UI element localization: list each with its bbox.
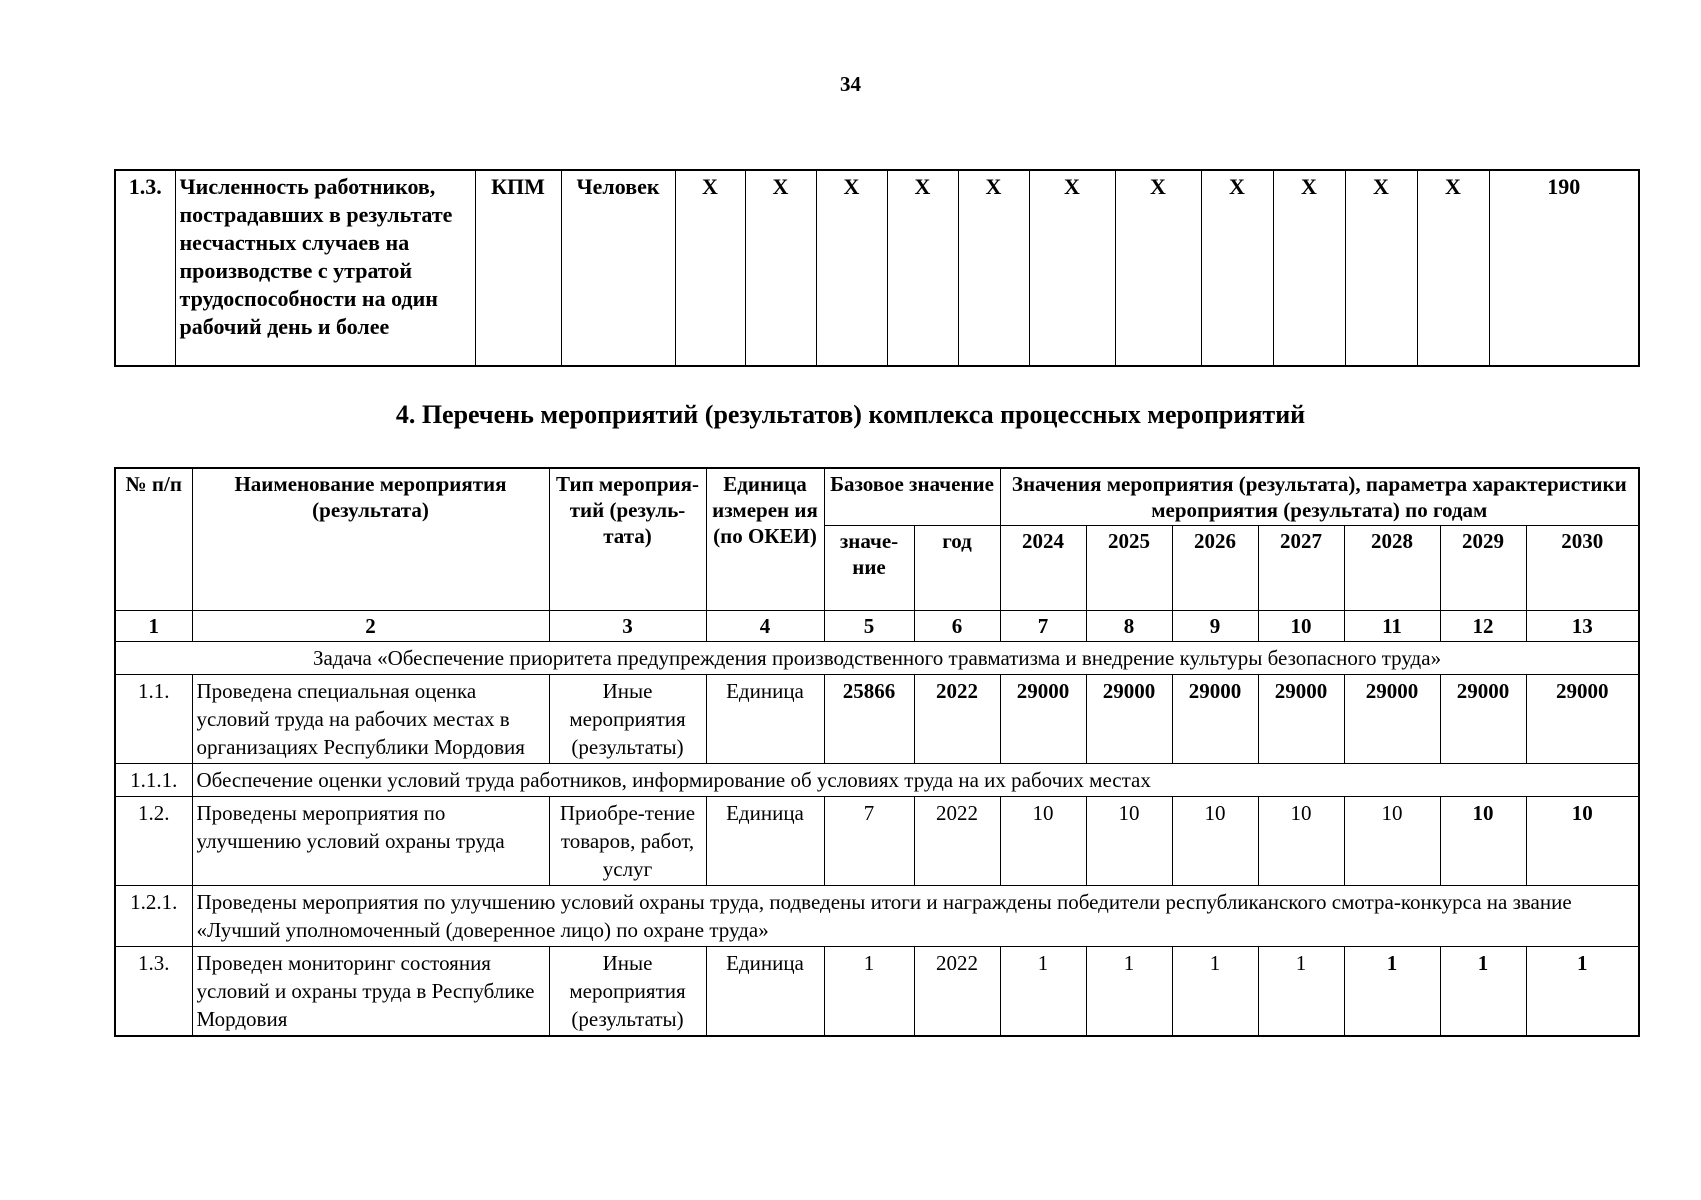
table-row (115, 947, 1639, 1037)
year-value: 29000 (1086, 675, 1172, 764)
x-cell: X (675, 170, 745, 366)
x-cell: X (887, 170, 958, 366)
year-value: 10 (1172, 797, 1258, 886)
task-row (115, 642, 1639, 675)
column-number: 1 (115, 611, 192, 642)
column-number: 11 (1344, 611, 1440, 642)
base-value: 7 (824, 797, 914, 886)
column-number: 2 (192, 611, 549, 642)
page-number: 34 (840, 72, 861, 96)
year-value: 10 (1440, 797, 1526, 886)
measure-type: Приобре-тение товаров, работ, услуг (549, 797, 706, 886)
year-value: 29000 (1526, 675, 1639, 764)
year-value: 29000 (1344, 675, 1440, 764)
row-number: 1.1. (115, 675, 192, 764)
column-number: 4 (706, 611, 824, 642)
header-values-group: Значения мероприятия (результата), параметра характеристики мероприятия (результата) по годам (1000, 468, 1639, 526)
measure-name: Проведены мероприятия по улучшению условий охраны труда (192, 797, 549, 886)
table-subrow (115, 886, 1639, 947)
column-numbers-row (115, 611, 1639, 642)
year-value: 10 (1258, 797, 1344, 886)
header-year: 2028 (1344, 526, 1440, 611)
year-value: 29000 (1258, 675, 1344, 764)
header-num: № п/п (115, 468, 192, 611)
row-number: 1.3. (115, 170, 175, 366)
section-title: 4. Перечень мероприятий (результатов) комплекса процессных мероприятий (395, 400, 1306, 429)
year-value: 1 (1000, 947, 1086, 1037)
row-number: 1.3. (115, 947, 192, 1037)
column-number: 8 (1086, 611, 1172, 642)
header-year: 2030 (1526, 526, 1639, 611)
table-subrow (115, 764, 1639, 797)
column-number: 12 (1440, 611, 1526, 642)
header-base: Базовое значение (824, 468, 1000, 526)
subrow-text: Проведены мероприятия по улучшению условий охраны труда, подведены итоги и награждены победители республиканского смотра-конкурса на звание «Лучший уполномоченный (доверенное лицо) по охране труда» (192, 886, 1639, 947)
year-value: 29000 (1440, 675, 1526, 764)
x-cell: X (1345, 170, 1417, 366)
column-number: 5 (824, 611, 914, 642)
x-cell: X (1273, 170, 1345, 366)
x-cell: X (1029, 170, 1115, 366)
year-value: 10 (1526, 797, 1639, 886)
header-unit: Единица измерен ия (по ОКЕИ) (706, 468, 824, 611)
x-cell: X (816, 170, 887, 366)
header-type: Тип мероприя-тий (резуль-тата) (549, 468, 706, 611)
base-year: 2022 (914, 947, 1000, 1037)
year-value: 29000 (1172, 675, 1258, 764)
measure-unit: Единица (706, 675, 824, 764)
header-year: 2027 (1258, 526, 1344, 611)
base-value: 1 (824, 947, 914, 1037)
column-number: 6 (914, 611, 1000, 642)
column-number: 7 (1000, 611, 1086, 642)
measure-name: Проведена специальная оценка условий труда на рабочих местах в организациях Республики Мордовия (192, 675, 549, 764)
column-number: 13 (1526, 611, 1639, 642)
base-year: 2022 (914, 797, 1000, 886)
column-number: 3 (549, 611, 706, 642)
subrow-number: 1.2.1. (115, 886, 192, 947)
measures-table (114, 467, 1640, 1037)
x-cell: X (1417, 170, 1489, 366)
table-row (115, 170, 1639, 366)
indicator-value: 190 (1489, 170, 1639, 366)
year-value: 10 (1344, 797, 1440, 886)
header-name: Наименование мероприятия (результата) (192, 468, 549, 611)
table-row (115, 675, 1639, 764)
year-value: 29000 (1000, 675, 1086, 764)
x-cell: X (745, 170, 816, 366)
subrow-text: Обеспечение оценки условий труда работников, информирование об условиях труда на их рабочих местах (192, 764, 1639, 797)
measure-type: Иные мероприятия (результаты) (549, 675, 706, 764)
x-cell: X (1201, 170, 1273, 366)
header-year: 2029 (1440, 526, 1526, 611)
year-value: 1 (1258, 947, 1344, 1037)
column-number: 10 (1258, 611, 1344, 642)
indicator-unit: Человек (561, 170, 675, 366)
table-row (115, 797, 1639, 886)
header-year: 2024 (1000, 526, 1086, 611)
year-value: 1 (1344, 947, 1440, 1037)
year-value: 10 (1086, 797, 1172, 886)
task-title: Задача «Обеспечение приоритета предупреждения производственного травматизма и внедрение культуры безопасного труда» (115, 642, 1639, 675)
year-value: 1 (1526, 947, 1639, 1037)
year-value: 1 (1086, 947, 1172, 1037)
measure-unit: Единица (706, 947, 824, 1037)
year-value: 1 (1172, 947, 1258, 1037)
measure-unit: Единица (706, 797, 824, 886)
header-base-value: значе-ние (824, 526, 914, 611)
indicator-level: КПМ (475, 170, 561, 366)
x-cell: X (1115, 170, 1201, 366)
year-value: 10 (1000, 797, 1086, 886)
header-year: 2025 (1086, 526, 1172, 611)
x-cell: X (958, 170, 1029, 366)
base-year: 2022 (914, 675, 1000, 764)
header-year: 2026 (1172, 526, 1258, 611)
base-value: 25866 (824, 675, 914, 764)
continued-indicators-table (114, 169, 1640, 367)
column-number: 9 (1172, 611, 1258, 642)
header-base-year: год (914, 526, 1000, 611)
indicator-name: Численность работников, пострадавших в результате несчастных случаев на производстве с утратой трудоспособности на один рабочий день и более (175, 170, 475, 366)
header-row (115, 468, 1639, 526)
subrow-number: 1.1.1. (115, 764, 192, 797)
measure-name: Проведен мониторинг состояния условий и охраны труда в Республике Мордовия (192, 947, 549, 1037)
year-value: 1 (1440, 947, 1526, 1037)
measure-type: Иные мероприятия (результаты) (549, 947, 706, 1037)
row-number: 1.2. (115, 797, 192, 886)
